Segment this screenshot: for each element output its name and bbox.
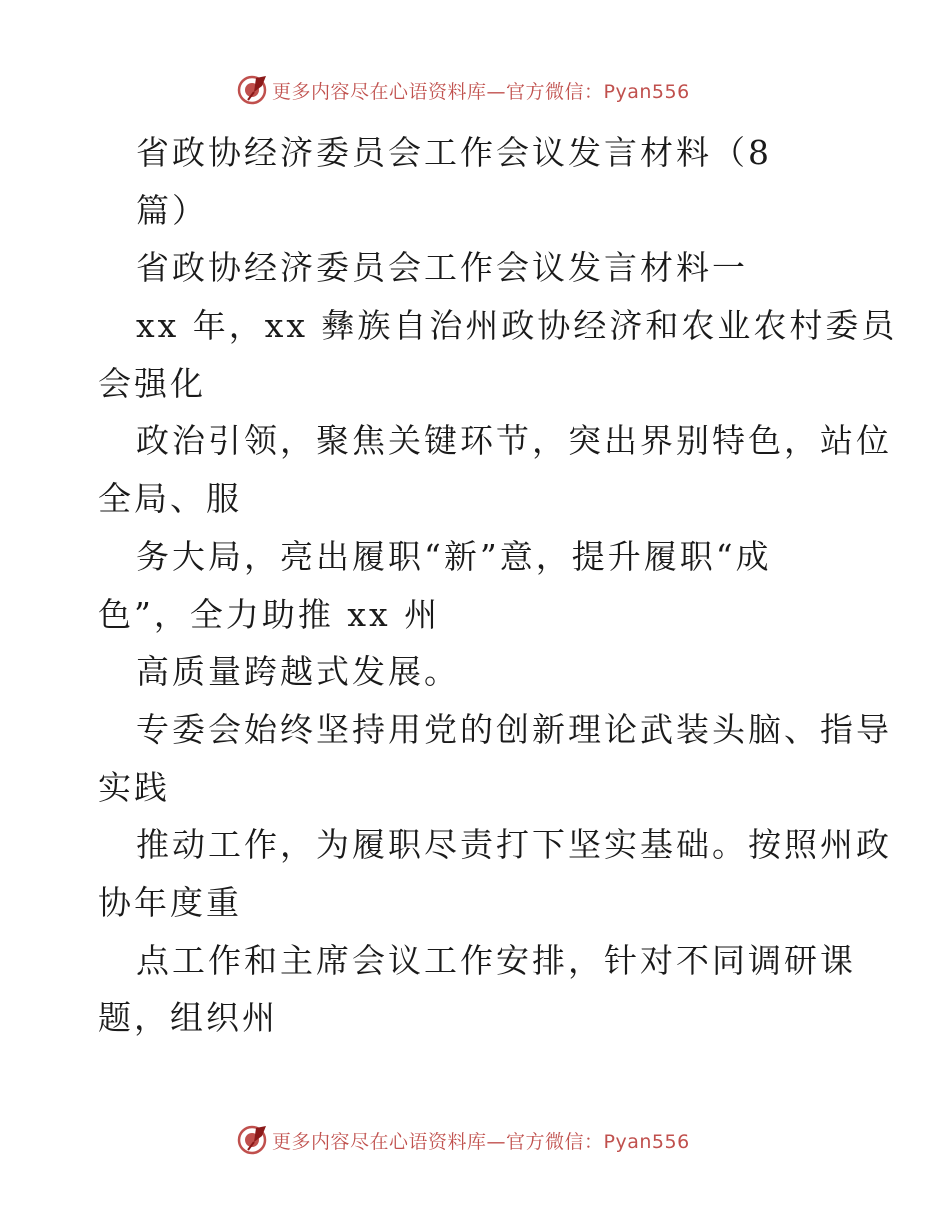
quill-logo-icon <box>236 1124 268 1156</box>
text-line: 篇） <box>136 190 208 230</box>
text-line: 点工作和主席会议工作安排，针对不同调研课 <box>136 940 856 980</box>
text-line: 政治引领，聚焦关键环节，突出界别特色，站位 <box>136 421 892 461</box>
text-line: 全局、服 <box>98 479 242 519</box>
watermark-text: 更多内容尽在心语资料库—官方微信：Pyan556 <box>272 80 690 103</box>
text-line: 省政协经济委员会工作会议发言材料（8 <box>136 133 772 172</box>
watermark-text: 更多内容尽在心语资料库—官方微信：Pyan556 <box>272 1130 690 1153</box>
text-line: 省政协经济委员会工作会议发言材料一 <box>136 248 748 288</box>
footer-watermark <box>236 1123 690 1157</box>
text-line: 推动工作，为履职尽责打下坚实基础。按照州政 <box>136 825 892 865</box>
text-line: 专委会始终坚持用党的创新理论武装头脑、指导 <box>136 709 892 749</box>
header-watermark <box>236 73 690 107</box>
text-line: 题，组织州 <box>98 998 278 1038</box>
text-line: 协年度重 <box>98 882 242 922</box>
text-line: 实践 <box>98 767 170 807</box>
text-line: xx 年，xx 彝族自治州政协经济和农业农村委员 <box>136 306 898 346</box>
text-line: 务大局，亮出履职“新”意，提升履职“成 <box>136 536 772 576</box>
document-body <box>0 124 950 1047</box>
quill-logo-icon <box>236 74 268 106</box>
text-line: 色”，全力助推 xx 州 <box>98 594 441 634</box>
text-line: 会强化 <box>98 363 206 403</box>
text-line: 高质量跨越式发展。 <box>136 652 460 692</box>
